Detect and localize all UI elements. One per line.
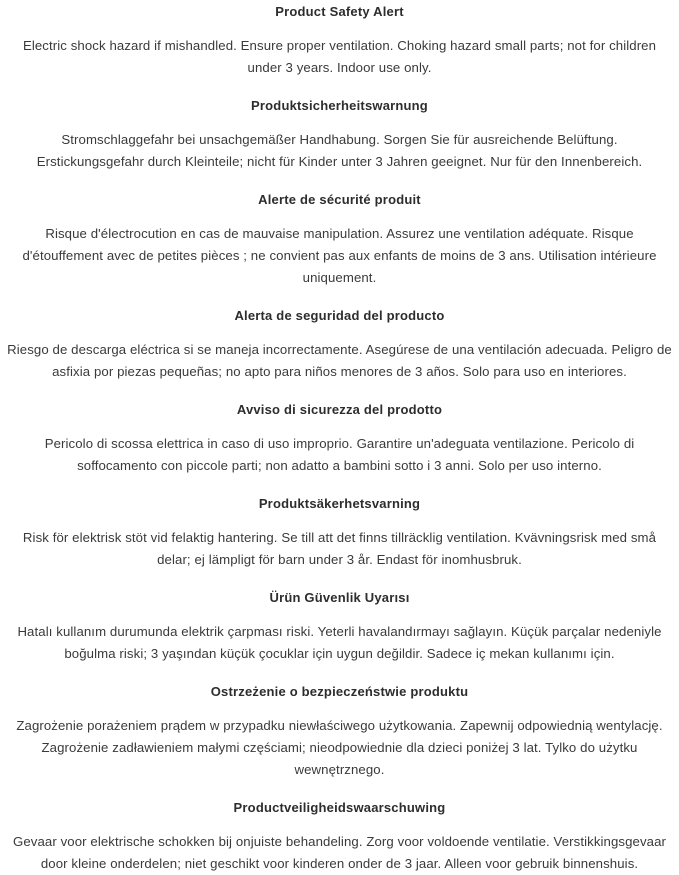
section-title-es: Alerta de seguridad del producto xyxy=(234,308,445,323)
section-body-en: Electric shock hazard if mishandled. Ensure proper ventilation. Choking hazard small parts; not for children under 3 years. Indoor use only. xyxy=(22,38,657,75)
section-title-sv: Produktsäkerhetsvarning xyxy=(258,496,421,511)
section-body-sv: Risk för elektrisk stöt vid felaktig hantering. Se till att det finns tillräcklig ventilation. Kvävningsrisk med små delar; ej lämpligt för barn under 3 år. Endast för inomhusbruk. xyxy=(22,530,657,567)
safety-section-es xyxy=(6,305,673,383)
safety-section-pl xyxy=(6,681,673,781)
safety-section-de xyxy=(6,95,673,173)
section-body-pl: Zagrożenie porażeniem prądem w przypadku niewłaściwego użytkowania. Zapewnij odpowiednią wentylację. Zagrożenie zadławieniem małymi częściami; nieodpowiednie dla dzieci poniżej 3 lat. Tylko do użytku wewnętrznego. xyxy=(16,718,663,777)
section-title-pl: Ostrzeżenie o bezpieczeństwie produktu xyxy=(210,684,469,699)
section-title-fr: Alerte de sécurité produit xyxy=(258,192,421,207)
safety-section-fr xyxy=(6,189,673,289)
section-body-fr: Risque d'électrocution en cas de mauvaise manipulation. Assurez une ventilation adéquate. Risque d'étouffement avec de petites pièces ; ne convient pas aux enfants de moins de 3 ans. Utilisation intérieure uniquement. xyxy=(22,226,657,285)
safety-section-sv xyxy=(6,493,673,571)
section-title-nl: Productveiligheidswaarschuwing xyxy=(233,800,446,815)
safety-section-tr xyxy=(6,587,673,665)
section-body-es: Riesgo de descarga eléctrica si se maneja incorrectamente. Asegúrese de una ventilación adecuada. Peligro de asfixia por piezas pequeñas; no apto para niños menores de 3 años. Solo para uso en interiores. xyxy=(7,342,672,379)
section-title-it: Avviso di sicurezza del prodotto xyxy=(236,402,443,417)
safety-section-en xyxy=(6,1,673,79)
safety-section-nl xyxy=(6,797,673,875)
section-body-it: Pericolo di scossa elettrica in caso di uso improprio. Garantire un'adeguata ventilazione. Pericolo di soffocamento con piccole parti; non adatto a bambini sotto i 3 anni. Solo per uso interno. xyxy=(44,436,635,473)
section-title-en: Product Safety Alert xyxy=(275,4,404,19)
section-title-tr: Ürün Güvenlik Uyarısı xyxy=(269,590,410,605)
section-title-de: Produktsicherheitswarnung xyxy=(251,98,428,113)
section-body-nl: Gevaar voor elektrische schokken bij onjuiste behandeling. Zorg voor voldoende ventilatie. Verstikkingsgevaar door kleine onderdelen; niet geschikt voor kinderen onder de 3 jaar. Alleen voor gebruik binnenshuis. xyxy=(12,834,667,871)
section-body-de: Stromschlaggefahr bei unsachgemäßer Handhabung. Sorgen Sie für ausreichende Belüftung. Erstickungsgefahr durch Kleinteile; nicht für Kinder unter 3 Jahren geeignet. Nur für den Innenbereich. xyxy=(36,132,643,169)
section-body-tr: Hatalı kullanım durumunda elektrik çarpması riski. Yeterli havalandırmayı sağlayın. Küçük parçalar nedeniyle boğulma riski; 3 yaşından küçük çocuklar için uygun değildir. Sadece iç mekan kullanımı için. xyxy=(17,624,662,661)
safety-section-it xyxy=(6,399,673,477)
